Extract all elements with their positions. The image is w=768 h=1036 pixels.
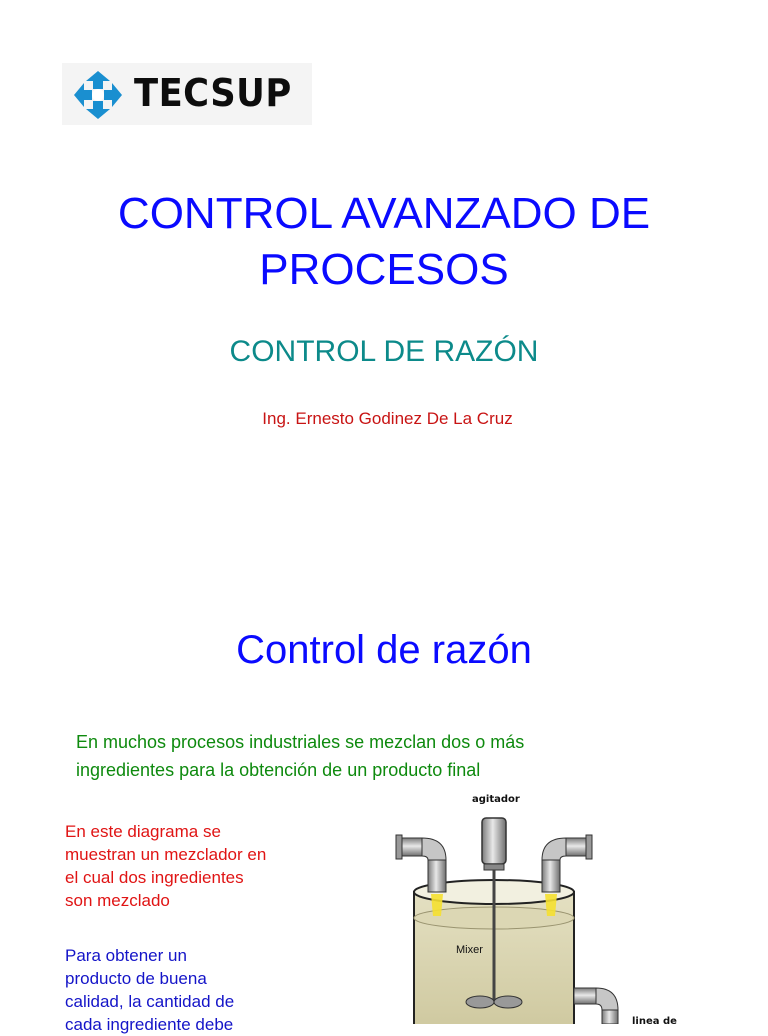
desc-line-4: son mezclado xyxy=(65,891,170,910)
title-line-1: CONTROL AVANZADO DE xyxy=(117,189,651,238)
desc-line-2: muestran un mezclador en xyxy=(65,845,267,864)
quality-line-3: calidad, la cantidad de xyxy=(65,992,235,1011)
agitator-blade-left xyxy=(466,996,494,1008)
diagram-description xyxy=(65,820,315,912)
intro-paragraph xyxy=(76,728,636,784)
mixer-label: Mixer xyxy=(456,944,483,956)
right-inlet-pipe-v xyxy=(542,860,560,892)
logo-brand-text: TECSUP xyxy=(134,71,292,115)
right-inlet-stream xyxy=(545,894,557,916)
outlet-label: linea de xyxy=(632,1016,677,1027)
quality-line-2: producto de buena xyxy=(65,969,207,988)
quality-paragraph xyxy=(65,944,315,1036)
title-line-2: PROCESOS xyxy=(259,245,509,294)
intro-line-2: ingredientes para la obtención de un producto final xyxy=(76,760,481,780)
slide-title xyxy=(0,186,768,298)
desc-line-1: En este diagrama se xyxy=(65,822,221,841)
quality-line-1: Para obtener un xyxy=(65,946,187,965)
outlet-pipe-h xyxy=(574,988,596,1004)
author-name: Ing. Ernesto Godinez De La Cruz xyxy=(262,409,513,428)
agitator-label: agitador xyxy=(472,794,520,805)
recycle-arrows-icon xyxy=(70,67,126,123)
tecsup-logo xyxy=(62,63,312,125)
agitator-motor xyxy=(482,818,506,864)
desc-line-3: el cual dos ingredientes xyxy=(65,868,244,887)
quality-line-4: cada ingrediente debe xyxy=(65,1015,234,1034)
intro-line-1: En muchos procesos industriales se mezclan dos o más xyxy=(76,732,525,752)
agitator-blade-right xyxy=(494,996,522,1008)
outlet-pipe-v xyxy=(602,1010,618,1024)
left-inlet-stream xyxy=(431,894,443,916)
mixer-illustration xyxy=(380,788,700,1024)
slide-subtitle: CONTROL DE RAZÓN xyxy=(229,335,539,368)
mixer-diagram xyxy=(380,788,700,1027)
section-heading: Control de razón xyxy=(236,628,532,672)
left-inlet-pipe-v xyxy=(428,860,446,892)
